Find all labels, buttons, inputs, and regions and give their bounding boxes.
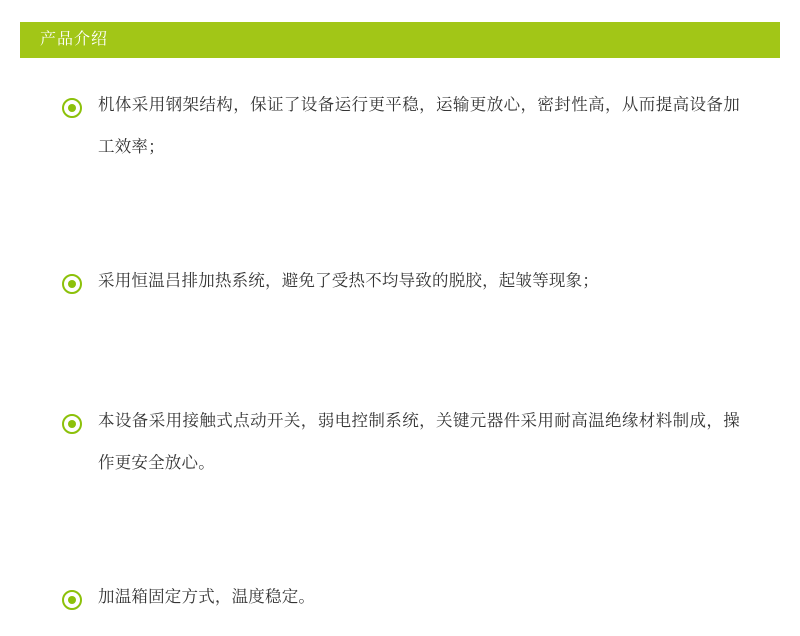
list-item [0,400,800,484]
list-item [0,84,800,168]
page-title: 产品介绍 [40,31,109,48]
list-item [0,260,800,320]
target-dot-icon [62,274,82,294]
target-dot-icon [62,98,82,118]
target-dot-icon [62,414,82,434]
feature-text: 采用恒温吕排加热系统，避免了受热不均导致的脱胶，起皱等现象； [98,272,599,290]
target-dot-icon [62,590,82,610]
feature-text: 机体采用钢架结构，保证了设备运行更平稳，运输更放心，密封性高，从而提高设备加工效率； [98,96,740,156]
section-header-bar [20,22,780,58]
feature-text: 加温箱固定方式，温度稳定。 [98,588,316,606]
feature-list [0,74,800,636]
feature-text: 本设备采用接触式点动开关，弱电控制系统，关键元器件采用耐高温绝缘材料制成，操作更安全放心。 [98,412,740,472]
list-item [0,576,800,636]
